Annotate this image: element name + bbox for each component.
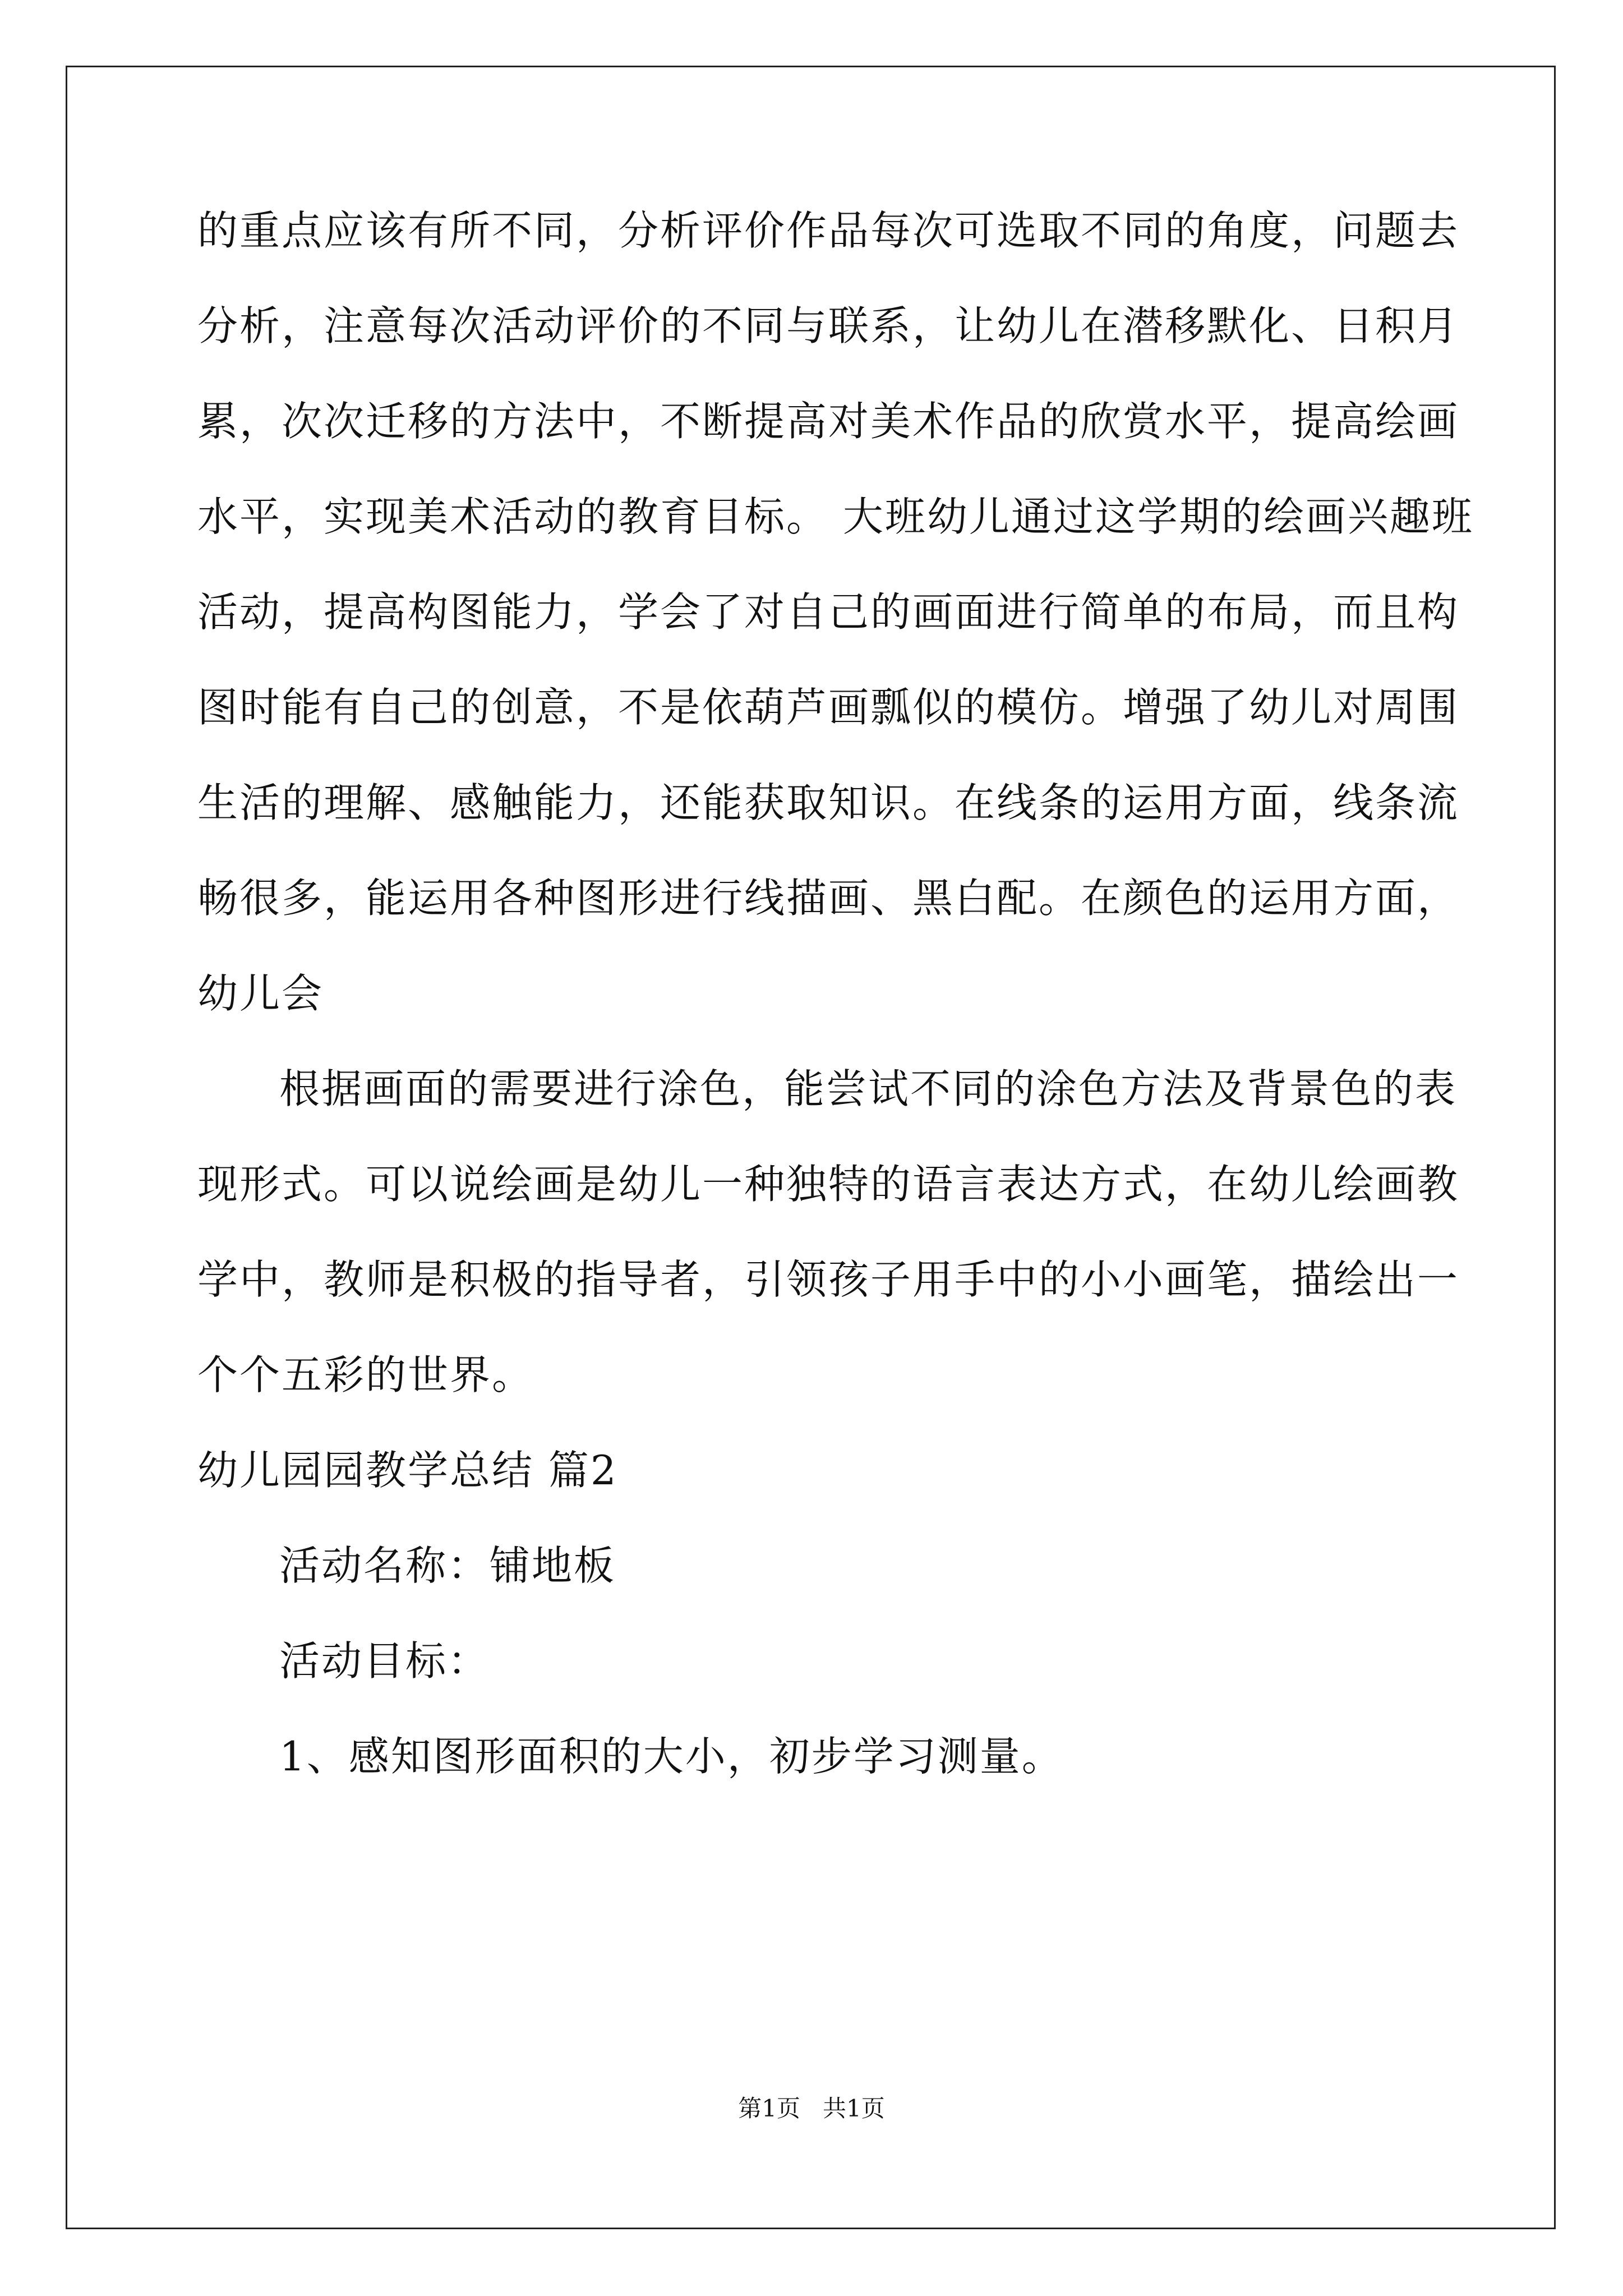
paragraph-1-line-1: 的重点应该有所不同，分析评价作品每次可选取不同的角度，问题去 — [197, 207, 1460, 254]
activity-name: 活动名称：铺地板 — [279, 1542, 616, 1589]
paragraph-1-line-4: 水平，实现美术活动的教育目标。 大班幼儿通过这学期的绘画兴趣班 — [197, 493, 1474, 540]
paragraph-1-line-2: 分析，注意每次活动评价的不同与联系，让幼儿在潜移默化、日积月 — [197, 302, 1460, 349]
paragraph-2-line-3: 学中，教师是积极的指导者，引领孩子用手中的小小画笔，描绘出一 — [197, 1256, 1460, 1303]
paragraph-2-line-4: 个个五彩的世界。 — [197, 1351, 534, 1398]
paragraph-1-line-7: 生活的理解、感触能力，还能获取知识。在线条的运用方面，线条流 — [197, 779, 1460, 826]
paragraph-2-line-1: 根据画面的需要进行涂色，能尝试不同的涂色方法及背景色的表 — [279, 1065, 1458, 1112]
page-number-total: 共1页 — [823, 2095, 885, 2122]
paragraph-1-line-6: 图时能有自己的创意，不是依葫芦画瓢似的模仿。增强了幼儿对周围 — [197, 684, 1460, 731]
paragraph-1-line-8: 畅很多，能运用各种图形进行线描画、黑白配。在颜色的运用方面， — [197, 875, 1460, 922]
activity-goals-label: 活动目标： — [279, 1637, 490, 1685]
section-title: 幼儿园园教学总结 篇2 — [197, 1447, 618, 1494]
paragraph-1-line-3: 累，次次迁移的方法中，不断提高对美术作品的欣赏水平，提高绘画 — [197, 398, 1460, 445]
paragraph-2-line-2: 现形式。可以说绘画是幼儿一种独特的语言表达方式，在幼儿绘画教 — [197, 1161, 1460, 1208]
paragraph-1-line-5: 活动，提高构图能力，学会了对自己的画面进行简单的布局，而且构 — [197, 588, 1460, 636]
page-border — [66, 66, 1556, 2229]
page-number-current: 第1页 — [738, 2095, 800, 2122]
paragraph-1-line-9: 幼儿会 — [197, 970, 324, 1017]
goal-item-1: 1、感知图形面积的大小，初步学习测量。 — [279, 1733, 1064, 1780]
page-footer — [0, 2097, 1623, 2120]
